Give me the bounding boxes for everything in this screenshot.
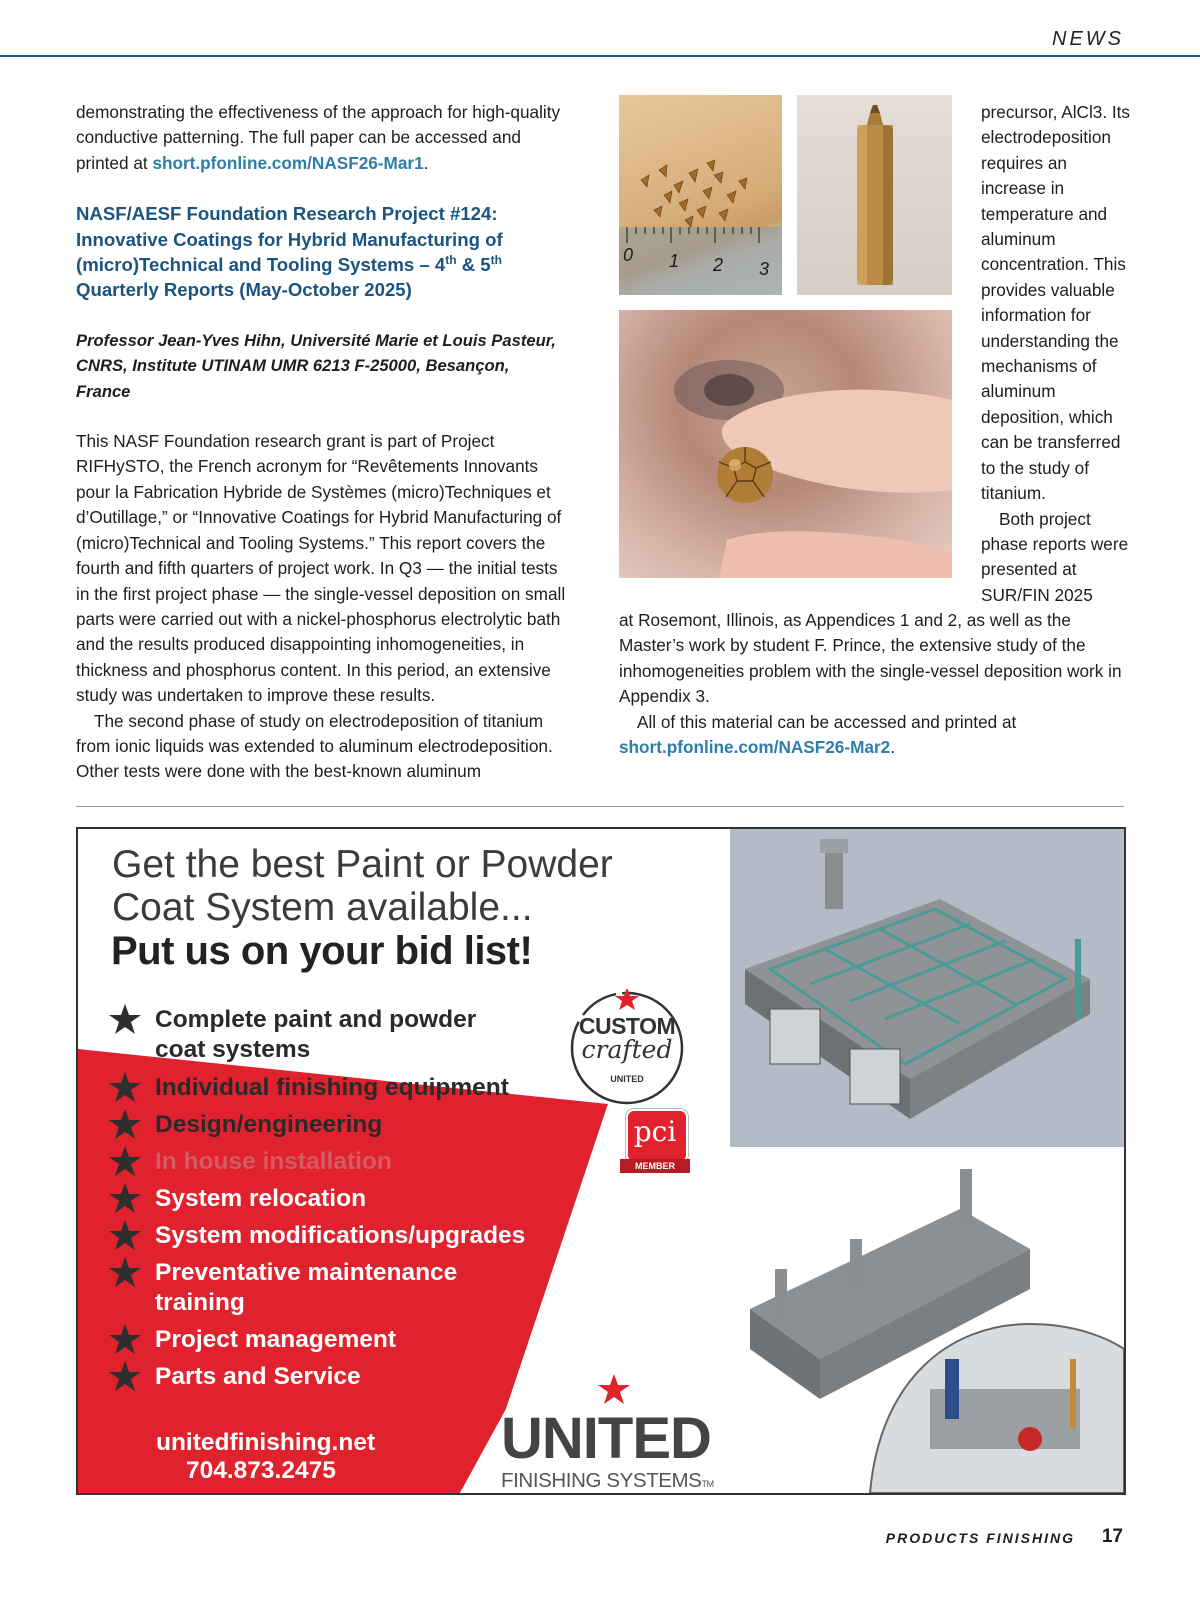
right-side-column xyxy=(981,100,1131,608)
closing-link[interactable]: short.pfonline.com/NASF26-Mar2 xyxy=(619,737,891,758)
brand-logo xyxy=(501,1406,716,1493)
ad-headline: Get the best Paint or Powder Coat System available... xyxy=(112,843,613,929)
closing-paragraph: All of this material can be accessed and printed at short.pfonline.com/NASF26-Mar2. xyxy=(619,711,1017,758)
byline: Professor Jean-Yves Hihn, Université Marie et Louis Pasteur, CNRS, Institute UTINAM UMR 6213 F-25000, Besançon, France xyxy=(76,330,556,401)
content-divider xyxy=(76,806,1124,807)
side-paragraph: precursor, AlCl3. Its electrodeposition requires an increase in temperature and aluminum concentration. This provides valuable information for understanding the mechanisms of aluminum deposition, which can be transferred to the study of titanium. xyxy=(981,102,1131,504)
brand-star-icon xyxy=(596,1373,632,1407)
side-paragraph-2: Both project phase reports were presented at SUR/FIN 2025 xyxy=(981,508,1129,605)
star-icon xyxy=(108,1323,142,1357)
star-icon xyxy=(108,1219,142,1253)
ruler-label-0: 0 xyxy=(623,245,634,265)
star-icon xyxy=(108,1108,142,1142)
finger-ball-svg xyxy=(619,310,952,578)
body-paragraph-1: This NASF Foundation research grant is part of Project RIFHySTO, the French acronym for “Revêtements Innovants pour la Fabrication Hybride de Systèmes (micro)Techniques et d’Outillage,” or “Innovative Coatings for Hybrid Manufacturing of (micro)Technical and Tooling Systems.” This report covers the fourth and fifth quarters of project work. In Q3 — the initial tests in the first project phase — the single-vessel deposition on small parts were carried out with a nickel-phosphorus electrolytic bath and the results produced disappointing inhomogeneities, in thickness and phosphorus content. In this period, an extensive study was undertaken to improve these results. xyxy=(76,431,566,706)
right-column-continued xyxy=(619,608,1124,760)
pci-member-badge xyxy=(620,1109,690,1187)
section-label: NEWS xyxy=(1052,28,1124,50)
header-rule xyxy=(0,55,1200,57)
star-icon xyxy=(108,1003,142,1037)
star-icon xyxy=(108,1182,142,1216)
badge-custom-text: CUSTOM xyxy=(578,1013,676,1039)
rendering-booth-layout xyxy=(730,829,1124,1147)
brand-subtitle: FINISHING SYSTEMSTM xyxy=(501,1469,714,1492)
body-paragraph-2: The second phase of study on electrodeposition of titanium from ionic liquids was extended to aluminum electrodeposition. Other tests were done with the best-known aluminum xyxy=(76,710,553,782)
ad-phone[interactable]: 704.873.2475 xyxy=(186,1457,336,1484)
photo-finger-ball xyxy=(619,310,952,578)
oven-line-svg xyxy=(730,1149,1124,1493)
advertisement[interactable]: Get the best Paint or Powder Coat System available... Put us on your bid list! Complete paint and powder coat systems Individual finishing equipment Design/engineering In house installation System relocation System modifications/upgrades Preventative maintenance training Project management Parts and Service unitedfinishing.net 704.873.2475 CUSTOM crafted UNITED pci MEMBER UNITED FINISHING SYSTEMSTM xyxy=(76,827,1126,1495)
ad-subhead: Put us on your bid list! xyxy=(111,929,533,973)
badge-crafted-text: crafted xyxy=(581,1035,673,1064)
star-icon xyxy=(108,1071,142,1105)
ruler-label-1: 1 xyxy=(669,251,680,271)
photo-small-cones xyxy=(619,95,782,295)
star-icon xyxy=(108,1256,142,1290)
badge-united-text: UNITED xyxy=(610,1074,644,1084)
continued-paragraph: at Rosemont, Illinois, as Appendices 1 and 2, as well as the Master’s work by student F. Prince, the extensive study of the inhomogeneities problem with the single-vessel deposition work in Appendix 3. xyxy=(619,610,1122,707)
intro-link[interactable]: short.pfonline.com/NASF26-Mar1 xyxy=(152,152,424,173)
star-icon xyxy=(108,1145,142,1179)
booth-layout-svg xyxy=(730,829,1124,1147)
star-icon xyxy=(108,1360,142,1394)
rod-svg xyxy=(797,95,952,295)
photo-rod xyxy=(797,95,952,295)
brand-name: UNITED xyxy=(501,1406,711,1471)
footer-publication: PRODUCTS FINISHING xyxy=(885,1530,1075,1546)
cones-svg xyxy=(619,95,782,295)
intro-paragraph: demonstrating the effectiveness of the approach for high-quality conductive patterning. The full paper can be accessed and printed at short.pfonline.com/NASF26-Mar1. xyxy=(76,102,561,173)
ruler-label-3: 3 xyxy=(759,259,770,279)
rendering-oven-line xyxy=(730,1149,1124,1493)
pci-logo-text: pci xyxy=(633,1115,677,1148)
custom-crafted-badge xyxy=(568,989,686,1107)
ruler-label-2: 2 xyxy=(713,255,724,275)
left-column xyxy=(76,100,566,785)
pci-member-label: MEMBER xyxy=(620,1159,690,1173)
article-heading: NASF/AESF Foundation Research Project #124: Innovative Coatings for Hybrid Manufacturing of (micro)Technical and Tooling Systems – 4th & 5th Quarterly Reports (May-October 2025) xyxy=(76,203,503,301)
ad-website[interactable]: unitedfinishing.net xyxy=(156,1429,376,1456)
footer-page-number: 17 xyxy=(1101,1526,1123,1547)
